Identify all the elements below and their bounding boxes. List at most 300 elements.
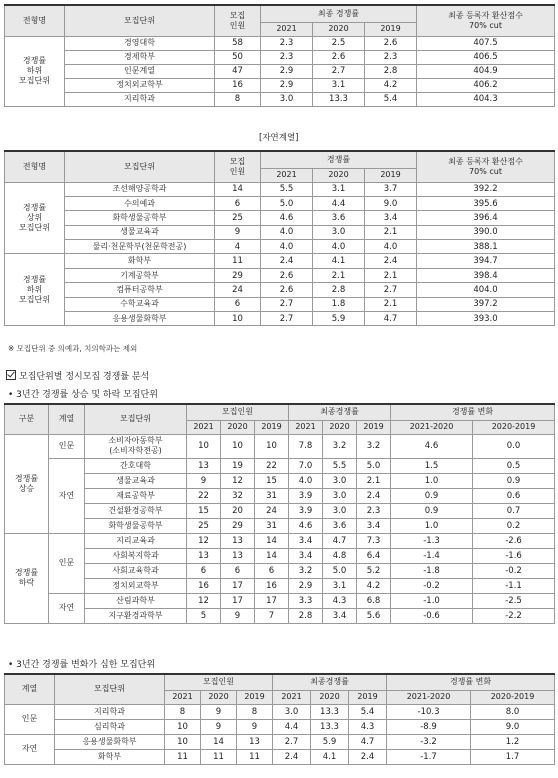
header-year: 2021 xyxy=(289,420,323,434)
value-cell: 13.3 xyxy=(313,92,365,106)
value-cell: 14 xyxy=(255,533,289,548)
field-label-cell: 자연 xyxy=(5,734,55,764)
value-cell: 5.5 xyxy=(261,182,313,196)
value-cell: 2.5 xyxy=(313,36,365,50)
value-cell: 14 xyxy=(201,734,237,749)
table-row xyxy=(5,593,555,608)
value-cell: 17 xyxy=(221,593,255,608)
value-cell: 3.4 xyxy=(289,548,323,563)
header-year: 2019 xyxy=(365,168,417,182)
value-cell: 0.0 xyxy=(473,434,555,458)
value-cell: 407.5 xyxy=(417,36,555,50)
value-cell: 0.7 xyxy=(473,503,555,518)
value-cell: 404.3 xyxy=(417,92,555,106)
header-year: 2021 xyxy=(165,690,201,704)
value-cell: 13.3 xyxy=(311,704,349,719)
value-cell: 31 xyxy=(255,518,289,533)
header-score-label: 최종 등록자 환산점수 xyxy=(448,10,523,20)
value-cell: 4.4 xyxy=(313,196,365,210)
unit-name-cell: 조선해양공학과 xyxy=(65,182,215,196)
subheading-trend: • 3년간 경쟁률 상승 및 하락 모집단위 xyxy=(8,390,158,400)
value-cell: 0.5 xyxy=(473,458,555,473)
value-cell: 13 xyxy=(221,533,255,548)
header-year: 2021 xyxy=(273,690,311,704)
header-year: 2019 xyxy=(357,420,391,434)
value-cell: 8 xyxy=(165,704,201,719)
value-cell: 5.4 xyxy=(365,92,417,106)
value-cell: 2.3 xyxy=(261,36,313,50)
value-cell: 406.2 xyxy=(417,78,555,92)
value-cell: 404.9 xyxy=(417,64,555,78)
header-change-period: 2020-2019 xyxy=(473,420,555,434)
value-cell: 4.4 xyxy=(273,719,311,734)
value-cell: 22 xyxy=(187,488,221,503)
value-cell: 3.0 xyxy=(313,225,365,239)
value-cell: 5.6 xyxy=(357,608,391,623)
unit-name-cell: 화학생물공학부 xyxy=(65,211,215,225)
value-cell: -0.2 xyxy=(473,563,555,578)
value-cell: 4.7 xyxy=(365,312,417,326)
unit-name-cell: 경제학부 xyxy=(65,50,215,64)
value-cell: 398.4 xyxy=(417,268,555,282)
value-cell: 395.6 xyxy=(417,196,555,210)
value-cell: -1.6 xyxy=(473,548,555,563)
value-cell: 2.6 xyxy=(313,50,365,64)
value-cell: 9 xyxy=(201,704,237,719)
value-cell: 4 xyxy=(215,240,261,254)
header-unit: 모집단위 xyxy=(85,404,187,434)
value-cell: 4.8 xyxy=(323,548,357,563)
value-cell: -2.6 xyxy=(473,533,555,548)
value-cell: -1.8 xyxy=(391,563,473,578)
table-row xyxy=(5,533,555,548)
value-cell: 4.1 xyxy=(311,749,349,764)
value-cell: 11 xyxy=(237,749,273,764)
value-cell: 396.4 xyxy=(417,211,555,225)
table-row xyxy=(5,488,555,503)
value-cell: 1.0 xyxy=(391,473,473,488)
unit-name-cell: 사회교육학과 xyxy=(85,563,187,578)
header-year: 2020 xyxy=(311,690,349,704)
header-change-period: 2021-2020 xyxy=(387,690,471,704)
value-cell: 58 xyxy=(215,36,261,50)
header-unit: 모집단위 xyxy=(55,674,165,704)
header-year: 2019 xyxy=(237,690,273,704)
value-cell: 0.2 xyxy=(473,518,555,533)
header-field: 계열 xyxy=(5,674,55,704)
value-cell: 5.0 xyxy=(261,196,313,210)
unit-name-cell: 지구환경과학부 xyxy=(85,608,187,623)
field-label-cell: 자연 xyxy=(49,458,85,533)
value-cell: 32 xyxy=(221,488,255,503)
value-cell: 3.0 xyxy=(273,704,311,719)
value-cell: 50 xyxy=(215,50,261,64)
unit-name-cell: 산림과학부 xyxy=(85,593,187,608)
unit-name-cell: 화학부 xyxy=(55,749,165,764)
value-cell: 2.6 xyxy=(365,36,417,50)
value-cell: 10 xyxy=(215,312,261,326)
value-cell: 5.2 xyxy=(357,563,391,578)
field-label-cell: 인문 xyxy=(5,704,55,734)
value-cell: 2.6 xyxy=(261,283,313,297)
value-cell: 7 xyxy=(255,608,289,623)
value-cell: 393.0 xyxy=(417,312,555,326)
header-field: 계열 xyxy=(49,404,85,434)
header-quota-label: 모집 인원 xyxy=(229,10,246,30)
unit-name-cell: 수학교육과 xyxy=(65,297,215,311)
value-cell: 7.0 xyxy=(289,458,323,473)
value-cell: 16 xyxy=(187,578,221,593)
value-cell: 2.1 xyxy=(313,268,365,282)
value-cell: -0.2 xyxy=(391,578,473,593)
table-humanities-low xyxy=(4,4,555,107)
value-cell: 406.5 xyxy=(417,50,555,64)
value-cell: 24 xyxy=(255,503,289,518)
unit-name-cell: 지리교육과 xyxy=(85,533,187,548)
value-cell: 2.7 xyxy=(313,64,365,78)
value-cell: 1.0 xyxy=(391,518,473,533)
header-year: 2020 xyxy=(313,168,365,182)
value-cell: 9.0 xyxy=(365,196,417,210)
value-cell: 4.0 xyxy=(261,240,313,254)
value-cell: 0.9 xyxy=(391,503,473,518)
header-type: 전형명 xyxy=(5,151,65,182)
value-cell: 4.7 xyxy=(323,533,357,548)
value-cell: 4.7 xyxy=(349,734,387,749)
header-quota: 모집인원 xyxy=(165,674,273,690)
value-cell: 1.8 xyxy=(313,297,365,311)
header-year: 2019 xyxy=(349,690,387,704)
value-cell: 5.0 xyxy=(323,563,357,578)
value-cell: 3.0 xyxy=(323,473,357,488)
value-cell: 25 xyxy=(215,211,261,225)
unit-name-cell: 정치외교학부 xyxy=(65,78,215,92)
group-label-cell: 경쟁률 상위 모집단위 xyxy=(5,182,65,254)
value-cell: 10 xyxy=(187,434,221,458)
value-cell: 5.4 xyxy=(349,704,387,719)
value-cell: 4.0 xyxy=(365,240,417,254)
value-cell: 3.4 xyxy=(365,211,417,225)
header-change: 경쟁률 변화 xyxy=(387,674,555,690)
header-score-label: 최종 등록자 환산점수 xyxy=(448,156,523,166)
value-cell: 2.4 xyxy=(261,254,313,268)
value-cell: 13.3 xyxy=(311,719,349,734)
value-cell: 2.8 xyxy=(289,608,323,623)
value-cell: 0.6 xyxy=(473,488,555,503)
value-cell: 4.3 xyxy=(349,719,387,734)
table-row xyxy=(5,297,555,311)
header-rate: 경쟁률 xyxy=(261,151,417,168)
value-cell: 3.4 xyxy=(289,533,323,548)
header-change-period: 2021-2020 xyxy=(391,420,473,434)
table-row xyxy=(5,240,555,254)
value-cell: 2.1 xyxy=(365,268,417,282)
header-year: 2020 xyxy=(313,22,365,36)
unit-name-cell: 지리학과 xyxy=(65,92,215,106)
unit-name-cell: 소비자아동학부 (소비자학전공) xyxy=(85,434,187,458)
value-cell: 2.7 xyxy=(365,283,417,297)
header-year: 2020 xyxy=(221,420,255,434)
value-cell: 29 xyxy=(215,268,261,282)
value-cell: 4.2 xyxy=(365,78,417,92)
unit-name-cell: 재료공학부 xyxy=(85,488,187,503)
value-cell: 394.7 xyxy=(417,254,555,268)
value-cell: -3.2 xyxy=(387,734,471,749)
table-row xyxy=(5,225,555,239)
value-cell: -1.7 xyxy=(387,749,471,764)
value-cell: 10 xyxy=(165,719,201,734)
value-cell: 4.2 xyxy=(357,578,391,593)
value-cell: 1.5 xyxy=(391,458,473,473)
value-cell: 8 xyxy=(215,92,261,106)
value-cell: 2.1 xyxy=(365,297,417,311)
header-score xyxy=(417,151,555,182)
group-label-cell: 경쟁률 하위 모집단위 xyxy=(5,36,65,106)
value-cell: 12 xyxy=(221,473,255,488)
header-quota: 모집인원 xyxy=(187,404,289,420)
value-cell: 4.6 xyxy=(289,518,323,533)
value-cell: 15 xyxy=(187,503,221,518)
header-score-cut: 70% cut xyxy=(469,20,502,30)
value-cell: 2.7 xyxy=(261,297,313,311)
group-label-cell: 경쟁률 상승 xyxy=(5,434,49,533)
header-div: 구분 xyxy=(5,404,49,434)
table-row xyxy=(5,458,555,473)
value-cell: 4.0 xyxy=(289,473,323,488)
value-cell: 17 xyxy=(221,578,255,593)
value-cell: 2.3 xyxy=(261,50,313,64)
value-cell: 9 xyxy=(187,473,221,488)
value-cell: 13 xyxy=(187,548,221,563)
table-row xyxy=(5,64,555,78)
value-cell: 2.1 xyxy=(365,225,417,239)
unit-name-cell: 컴퓨터공학부 xyxy=(65,283,215,297)
value-cell: 3.1 xyxy=(313,78,365,92)
header-rate: 최종 경쟁률 xyxy=(261,5,417,22)
table-row xyxy=(5,312,555,326)
value-cell: 2.7 xyxy=(273,734,311,749)
value-cell: 3.1 xyxy=(313,182,365,196)
footnote: ※ 모집단위 중 의예과, 치의학과는 제외 xyxy=(8,344,138,353)
value-cell: 2.4 xyxy=(357,488,391,503)
table-row xyxy=(5,749,555,764)
value-cell: 12 xyxy=(187,593,221,608)
group-label-cell: 경쟁률 하위 모집단위 xyxy=(5,254,65,326)
value-cell: 19 xyxy=(221,458,255,473)
value-cell: 3.2 xyxy=(357,434,391,458)
value-cell: 6.8 xyxy=(357,593,391,608)
value-cell: 4.0 xyxy=(313,240,365,254)
value-cell: 2.9 xyxy=(261,78,313,92)
unit-name-cell: 지리학과 xyxy=(55,704,165,719)
section-title xyxy=(6,369,149,382)
value-cell: 2.3 xyxy=(365,50,417,64)
header-rate: 최종경쟁률 xyxy=(289,404,391,420)
header-year: 2021 xyxy=(261,22,313,36)
value-cell: 1.2 xyxy=(471,734,555,749)
value-cell: 3.4 xyxy=(357,518,391,533)
value-cell: 2.4 xyxy=(349,749,387,764)
table-row xyxy=(5,434,555,458)
value-cell: 7.3 xyxy=(357,533,391,548)
header-quota-label: 모집 인원 xyxy=(229,156,246,176)
checkbox-icon xyxy=(6,370,16,380)
value-cell: 4.6 xyxy=(261,211,313,225)
unit-name-cell: 경영대학 xyxy=(65,36,215,50)
table-row xyxy=(5,578,555,593)
value-cell: 13 xyxy=(187,458,221,473)
header-rate: 최종경쟁률 xyxy=(273,674,387,690)
value-cell: 3.1 xyxy=(323,578,357,593)
unit-name-cell: 물리·천문학부(천문학전공) xyxy=(65,240,215,254)
value-cell: 2.6 xyxy=(261,268,313,282)
value-cell: 2.7 xyxy=(261,312,313,326)
table-row xyxy=(5,719,555,734)
table-row xyxy=(5,503,555,518)
header-quota xyxy=(215,5,261,36)
table-row xyxy=(5,92,555,106)
value-cell: 6 xyxy=(187,563,221,578)
value-cell: 397.2 xyxy=(417,297,555,311)
unit-name-cell: 인문계열 xyxy=(65,64,215,78)
value-cell: 4.1 xyxy=(313,254,365,268)
unit-name-cell: 화학부 xyxy=(65,254,215,268)
unit-name-cell: 수의예과 xyxy=(65,196,215,210)
value-cell: 6 xyxy=(221,563,255,578)
value-cell: 9 xyxy=(221,608,255,623)
table-row xyxy=(5,50,555,64)
table-row xyxy=(5,518,555,533)
header-year: 2021 xyxy=(187,420,221,434)
value-cell: 11 xyxy=(165,749,201,764)
value-cell: 6 xyxy=(215,297,261,311)
value-cell: 6 xyxy=(215,196,261,210)
value-cell: -2.5 xyxy=(473,593,555,608)
table-row xyxy=(5,283,555,297)
header-type: 전형명 xyxy=(5,5,65,36)
value-cell: 390.0 xyxy=(417,225,555,239)
value-cell: 5.9 xyxy=(313,312,365,326)
table-row xyxy=(5,473,555,488)
unit-name-cell: 응용생물화학부 xyxy=(65,312,215,326)
table-row xyxy=(5,78,555,92)
value-cell: 3.9 xyxy=(289,488,323,503)
table-row xyxy=(5,268,555,282)
value-cell: 2.3 xyxy=(357,503,391,518)
header-change: 경쟁률 변화 xyxy=(391,404,555,420)
value-cell: -8.9 xyxy=(387,719,471,734)
field-label-cell: 인문 xyxy=(49,434,85,458)
value-cell: 9 xyxy=(237,719,273,734)
unit-name-cell: 정치외교학부 xyxy=(85,578,187,593)
value-cell: 404.0 xyxy=(417,283,555,297)
value-cell: 13 xyxy=(221,548,255,563)
value-cell: 13 xyxy=(237,734,273,749)
value-cell: 25 xyxy=(187,518,221,533)
value-cell: 2.1 xyxy=(357,473,391,488)
table-row xyxy=(5,36,555,50)
value-cell: 22 xyxy=(255,458,289,473)
unit-name-cell: 기계공학부 xyxy=(65,268,215,282)
value-cell: 4.3 xyxy=(323,593,357,608)
value-cell: 8.0 xyxy=(471,704,555,719)
value-cell: 11 xyxy=(201,749,237,764)
header-unit: 모집단위 xyxy=(65,151,215,182)
table-row xyxy=(5,704,555,719)
value-cell: 5.0 xyxy=(357,458,391,473)
value-cell: 9 xyxy=(215,225,261,239)
value-cell: 17 xyxy=(255,593,289,608)
caption-natural: [자연계열] xyxy=(259,133,299,143)
header-year: 2019 xyxy=(365,22,417,36)
value-cell: 10 xyxy=(221,434,255,458)
value-cell: 16 xyxy=(255,578,289,593)
value-cell: 2.8 xyxy=(365,64,417,78)
table-row xyxy=(5,734,555,749)
value-cell: 4.0 xyxy=(261,225,313,239)
value-cell: -1.1 xyxy=(473,578,555,593)
table-row xyxy=(5,608,555,623)
table-row xyxy=(5,254,555,268)
value-cell: 24 xyxy=(215,283,261,297)
table-natural xyxy=(4,150,555,326)
value-cell: -1.3 xyxy=(391,533,473,548)
value-cell: 6 xyxy=(255,563,289,578)
value-cell: 5.5 xyxy=(323,458,357,473)
value-cell: -10.3 xyxy=(387,704,471,719)
table-row xyxy=(5,563,555,578)
unit-name-cell: 건설환경공학부 xyxy=(85,503,187,518)
value-cell: 7.8 xyxy=(289,434,323,458)
value-cell: 11 xyxy=(215,254,261,268)
value-cell: 3.0 xyxy=(323,503,357,518)
section-title-text: 모집단위별 정시모집 경쟁률 분석 xyxy=(19,372,150,382)
header-year: 2021 xyxy=(261,168,313,182)
header-year: 2020 xyxy=(323,420,357,434)
value-cell: 3.6 xyxy=(313,211,365,225)
value-cell: 3.4 xyxy=(323,608,357,623)
value-cell: -1.0 xyxy=(391,593,473,608)
unit-name-cell: 생물교육과 xyxy=(65,225,215,239)
value-cell: 2.8 xyxy=(313,283,365,297)
subheading-volatile: • 3년간 경쟁률 변화가 심한 모집단위 xyxy=(8,660,156,670)
value-cell: 3.9 xyxy=(289,503,323,518)
unit-name-cell: 화학생물공학부 xyxy=(85,518,187,533)
value-cell: -2.2 xyxy=(473,608,555,623)
unit-name-cell: 생물교육과 xyxy=(85,473,187,488)
table-row xyxy=(5,182,555,196)
header-score-cut: 70% cut xyxy=(469,166,502,176)
value-cell: 9.0 xyxy=(471,719,555,734)
table-row xyxy=(5,196,555,210)
header-year: 2019 xyxy=(255,420,289,434)
value-cell: 3.7 xyxy=(365,182,417,196)
table-trend xyxy=(4,403,555,624)
value-cell: 10 xyxy=(255,434,289,458)
value-cell: -0.6 xyxy=(391,608,473,623)
unit-name-cell: 간호대학 xyxy=(85,458,187,473)
value-cell: 2.9 xyxy=(261,64,313,78)
unit-name-cell: 심리학과 xyxy=(55,719,165,734)
value-cell: 8 xyxy=(237,704,273,719)
field-label-cell: 자연 xyxy=(49,593,85,623)
value-cell: -1.4 xyxy=(391,548,473,563)
value-cell: 29 xyxy=(221,518,255,533)
value-cell: 9 xyxy=(201,719,237,734)
unit-name-cell: 사회복지학과 xyxy=(85,548,187,563)
header-change-period: 2020-2019 xyxy=(471,690,555,704)
value-cell: 3.2 xyxy=(289,563,323,578)
